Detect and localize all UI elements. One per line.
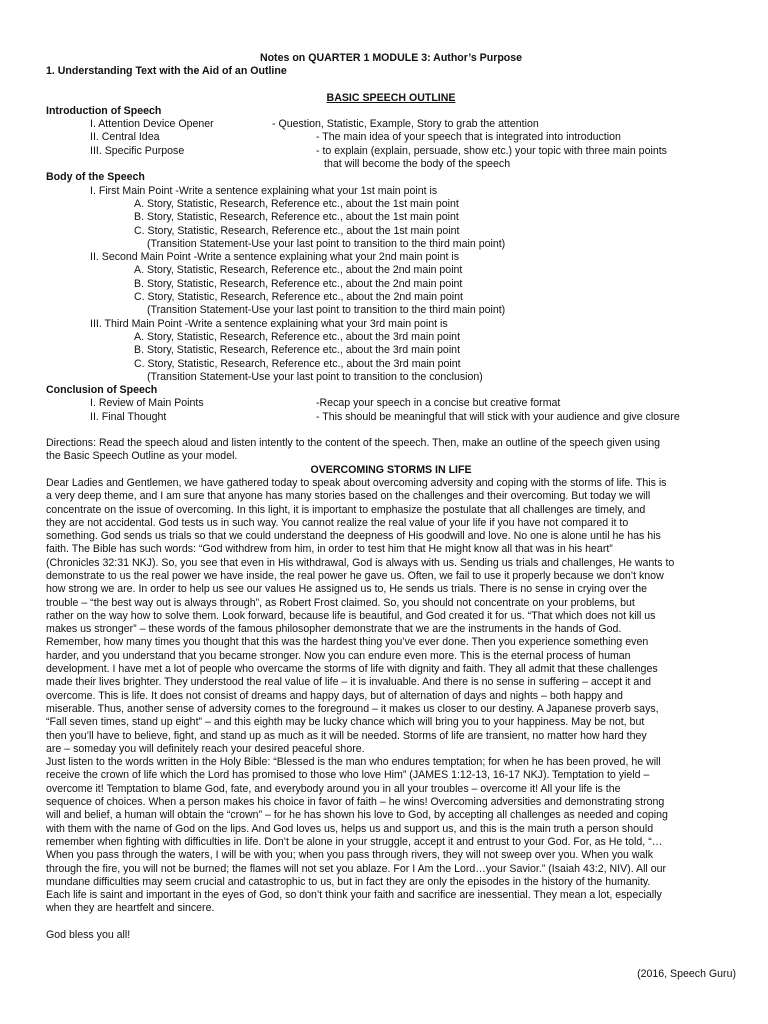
outline-heading: BASIC SPEECH OUTLINE [326,91,456,104]
conclusion-item-label: I. Review of Main Points [90,397,204,410]
transition-statement: (Transition Statement-Use your last point to transition to the third main point) [147,304,506,317]
conclusion-item-desc: -Recap your speech in a concise but creative format [316,397,561,410]
intro-item-label: I. Attention Device Opener [90,118,214,131]
conclusion-item-label: II. Final Thought [90,410,167,423]
document-title: Notes on QUARTER 1 MODULE 3: Author’s Purpose [259,52,523,64]
intro-item-desc: - The main idea of your speech that is integrated into introduction [316,131,621,144]
closing-line: God bless you all! [46,928,131,941]
intro-heading: Introduction of Speech [46,104,162,117]
main-point: III. Third Main Point -Write a sentence explaining what your 3rd main point is [90,317,448,330]
conclusion-item [46,397,736,410]
intro-item [46,145,736,158]
sub-point: C. Story, Statistic, Research, Reference etc., about the 3rd main point [134,357,461,370]
sub-point: C. Story, Statistic, Research, Reference etc., about the 1st main point [134,224,460,237]
source-citation: (2016, Speech Guru) [637,968,736,980]
sub-point: C. Story, Statistic, Research, Reference etc., about the 2nd main point [134,291,463,304]
sub-point: A. Story, Statistic, Research, Reference etc., about the 2nd main point [134,264,463,277]
speech-paragraph: Dear Ladies and Gentlemen, we have gathered today to speak about overcoming adversity and coping with the storms of life. This is a very deep theme, and I am sure that anyone has many stories based on the challenges and their overcoming. But today we will concentrate on the issue of overcoming. In this light, it is important to emphasize the postulate that all challenges are timely, and they are not accidental. God tests us in such way. You cannot realize the real value of your life if you have not compared it to something. God sends us trials so that we could understand the deepness of His goodwill and love. No one is alone until he has his faith. The Bible has such words: “God withdrew from him, in order to test him that He might know all that was in his heart” (Chronicles 32:31 NKJ). So, you see that even in His withdrawal, God is always with us. Sending us trials and challenges, He wants to demonstrate to us the real power we have inside, the real power he gave us. Often, we fail to use it properly because we don’t know how strong we are. In order to help us see our values He assigned us to, He sends us trials. There is no sense in crying over the trouble – “the best way out is always through”, as Robert Frost claimed. So, you should not concentrate on your problems, but rather on the way how to solve them. Look forward, because life is beautiful, and God created it for us. “That which does not kill us makes us stronger” – these words of the famous philosopher demonstrate that we are the instruments in the hands of God. Remember, how many times you thought that this was the hardest thing you’ve ever done. Then you experience something even harder, and you understand that you became stronger. Now you can endure even more. This is the eternal process of human development. I have met a lot of people who overcame the storms of life with dignity and faith. They all admit that these challenges made their lives brighter. They understood the real value of life – it is invaluable. And there is no sense in suffering – accept it and overcome. This is life. It does not consist of dreams and happy days, but of alternation of days and nights – both happy and miserable. Thus, another sense of adversity comes to the foreground – it makes us closer to our destiny. A Japanese proverb says, “Fall seven times, stand up eight” – and this eighth may be lucky chance which will bring you to your happiness. May be not, but then you’ll have to believe, fight, and stand up as much as it will be needed. Storms of life are transient, no matter how hard they are – someday you will definitely reach your desired peaceful shore. [46,476,675,755]
main-point: I. First Main Point -Write a sentence explaining what your 1st main point is [90,184,438,197]
conclusion-item [46,411,736,424]
speech-paragraph: Just listen to the words written in the Holy Bible: “Blessed is the man who endures temptation; for when he has been proved, he will receive the crown of life which the Lord has promised to those who love Him” (JAMES 1:12-13, 16-17 NKJ). Temptation to yield – overcome it! Temptation to blame God, fate, and everybody around you in all your troubles – overcome it! All your life is the sequence of choices. When a person makes his choice in favor of faith – he wins! Overcoming adversities and demonstrating strong will and belief, a human will obtain the “crown” – for he has shown his love to God, by accepting all challenges as needed and coping with them with the name of God on the lips. And God loves us, helps us and support us, and this is the main truth a person should remember when fighting with difficulties in life. Don’t be alone in your struggle, accept it and entrust to your God. For, as He told, “… When you pass through the waters, I will be with you; when you pass through rivers, they will not sweep over you. When you walk through the fire, you will not be burned; the flames will not set you ablaze. For I Am the Lord…your Savior.” (Isaiah 43:2, NIV). All our mundane difficulties may seem crucial and catastrophic to us, but in fact they are only the episodes in the history of the humanity. Each life is saint and important in the eyes of God, so don’t think your faith and sacrifice are inessential. They mean a lot, especially when they are heartfelt and sincere. [46,756,668,915]
transition-statement: (Transition Statement-Use your last point to transition to the third main point) [147,237,506,250]
sub-point: A. Story, Statistic, Research, Reference etc., about the 1st main point [134,197,459,210]
sub-point: B. Story, Statistic, Research, Reference etc., about the 2nd main point [134,277,463,290]
intro-item-label: III. Specific Purpose [90,144,185,157]
intro-item [46,118,736,131]
transition-statement: (Transition Statement-Use your last point to transition to the conclusion) [147,370,483,383]
sub-point: A. Story, Statistic, Research, Reference etc., about the 3rd main point [134,330,461,343]
intro-item-desc: - to explain (explain, persuade, show etc.) your topic with three main points [316,144,667,157]
sub-point: B. Story, Statistic, Research, Reference etc., about the 3rd main point [134,344,461,357]
intro-continuation: that will become the body of the speech [324,158,511,171]
main-point: II. Second Main Point -Write a sentence explaining what your 2nd main point is [90,251,460,264]
conclusion-heading: Conclusion of Speech [46,384,158,397]
conclusion-item-desc: - This should be meaningful that will stick with your audience and give closure [316,410,680,423]
directions-text: Directions: Read the speech aloud and listen intently to the content of the speech. Then, make an outline of the speech given using the Basic Speech Outline as your model. [46,437,661,463]
document-page [46,52,736,981]
sub-point: B. Story, Statistic, Research, Reference etc., about the 1st main point [134,211,459,224]
intro-item-desc: - Question, Statistic, Example, Story to grab the attention [272,118,539,131]
section-heading: 1. Understanding Text with the Aid of an Outline [46,65,287,78]
speech-title: OVERCOMING STORMS IN LIFE [310,463,472,476]
body-heading: Body of the Speech [46,171,145,184]
intro-item [46,131,736,144]
intro-item-label: II. Central Idea [90,131,160,144]
